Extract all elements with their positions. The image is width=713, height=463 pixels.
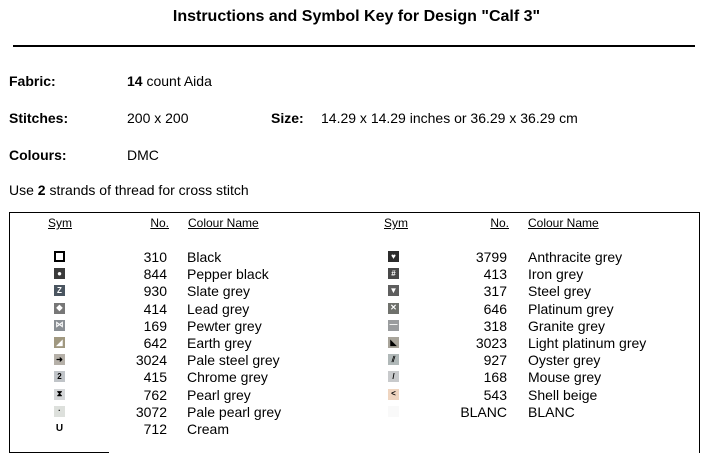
colour-name: Granite grey <box>528 317 606 334</box>
slash-icon: / <box>388 371 399 382</box>
two-icon: 2 <box>54 371 65 382</box>
colour-number: 927 <box>483 352 507 369</box>
colour-number: 3799 <box>475 249 507 265</box>
page-title: Instructions and Symbol Key for Design "Calf 3" <box>172 8 541 25</box>
hourglass-icon: ⧗ <box>54 389 65 400</box>
corner-triangle-icon: ◣ <box>388 337 399 348</box>
thread-instruction <box>9 182 249 198</box>
strand-count: 2 <box>37 182 46 198</box>
colour-number: 762 <box>143 386 167 403</box>
header-name-left: Colour Name <box>188 216 259 230</box>
header-name-right: Colour Name <box>528 216 599 230</box>
colour-number: 318 <box>483 317 507 334</box>
stitches-label: Stitches: <box>9 110 69 126</box>
colours-value: DMC <box>127 147 159 163</box>
colour-number: 168 <box>483 369 507 386</box>
colour-name: BLANC <box>528 403 575 420</box>
colour-name: Cream <box>187 421 230 437</box>
colour-number: 169 <box>143 317 167 334</box>
colour-name: Mouse grey <box>528 369 602 386</box>
fabric-label: Fabric: <box>9 73 56 89</box>
colour-number: 3024 <box>135 352 167 369</box>
fabric-value <box>127 73 212 89</box>
bowtie-icon: ⋈ <box>55 320 64 330</box>
colour-number: 646 <box>483 300 507 317</box>
fabric-type: count Aida <box>142 73 212 89</box>
fabric-count: 14 <box>127 73 143 89</box>
stitches-value: 200 x 200 <box>127 110 189 126</box>
hash-icon: # <box>388 268 399 279</box>
circle-icon: ● <box>54 268 65 279</box>
colour-number: 3072 <box>135 403 167 420</box>
colour-name: Iron grey <box>528 266 584 283</box>
slash-stripes-icon: ⫽ <box>388 354 399 365</box>
colour-name: Pepper black <box>187 266 269 283</box>
header-no-left: No. <box>150 216 169 230</box>
title-divider <box>13 45 695 47</box>
bottom-divider <box>9 452 109 453</box>
blank-icon <box>388 406 399 417</box>
u-icon: U <box>55 422 64 434</box>
diagonal-icon: ◢ <box>54 337 65 348</box>
colour-number: 310 <box>143 249 167 265</box>
colour-name: Pewter grey <box>187 317 262 334</box>
colour-name: Platinum grey <box>528 300 614 317</box>
colour-number: 3023 <box>475 335 507 351</box>
size-value: 14.29 x 14.29 inches or 36.29 x 36.29 cm <box>321 110 578 126</box>
less-than-icon: < <box>388 389 399 400</box>
arrow-icon: ➜ <box>54 354 65 365</box>
colour-name: Steel grey <box>528 283 592 300</box>
colour-number: 642 <box>143 335 167 351</box>
colour-number: 543 <box>483 386 507 403</box>
header-no-right: No. <box>490 216 509 230</box>
x-icon: ✕ <box>388 303 399 314</box>
note-pre: Use <box>9 182 38 198</box>
header-sym-right: Sym <box>384 216 408 230</box>
colour-name: Lead grey <box>187 300 250 317</box>
colour-number: 844 <box>143 266 167 283</box>
hollow-square-icon <box>54 251 65 262</box>
colour-name: Slate grey <box>187 283 251 300</box>
dash-icon: — <box>389 320 398 330</box>
colour-name: Light platinum grey <box>528 335 647 351</box>
colour-name: Earth grey <box>187 335 252 351</box>
colour-name: Black <box>187 249 222 265</box>
colour-number: 317 <box>483 283 507 300</box>
colour-name: Pearl grey <box>187 386 251 403</box>
colour-number: 413 <box>483 266 507 283</box>
colour-name: Pale steel grey <box>187 352 280 369</box>
colour-number: 930 <box>143 283 167 300</box>
colour-name: Shell beige <box>528 386 598 403</box>
heart-icon: ♥ <box>388 251 399 262</box>
colour-number: BLANC <box>460 403 507 420</box>
colour-number: 415 <box>143 369 167 386</box>
note-post: strands of thread for cross stitch <box>45 182 249 198</box>
size-label: Size: <box>271 110 304 126</box>
diamond-icon: ◆ <box>54 303 65 314</box>
colour-number: 414 <box>143 300 167 317</box>
triangle-down-icon: ▼ <box>389 285 398 295</box>
colour-number: 712 <box>143 421 167 437</box>
colour-name: Oyster grey <box>528 352 601 369</box>
dot-icon: · <box>54 406 65 417</box>
z-icon: Z <box>54 285 65 296</box>
colour-name: Pale pearl grey <box>187 403 282 420</box>
colours-label: Colours: <box>9 147 67 163</box>
colour-name: Chrome grey <box>187 369 268 386</box>
colour-name: Anthracite grey <box>528 249 623 265</box>
header-sym-left: Sym <box>48 216 72 230</box>
